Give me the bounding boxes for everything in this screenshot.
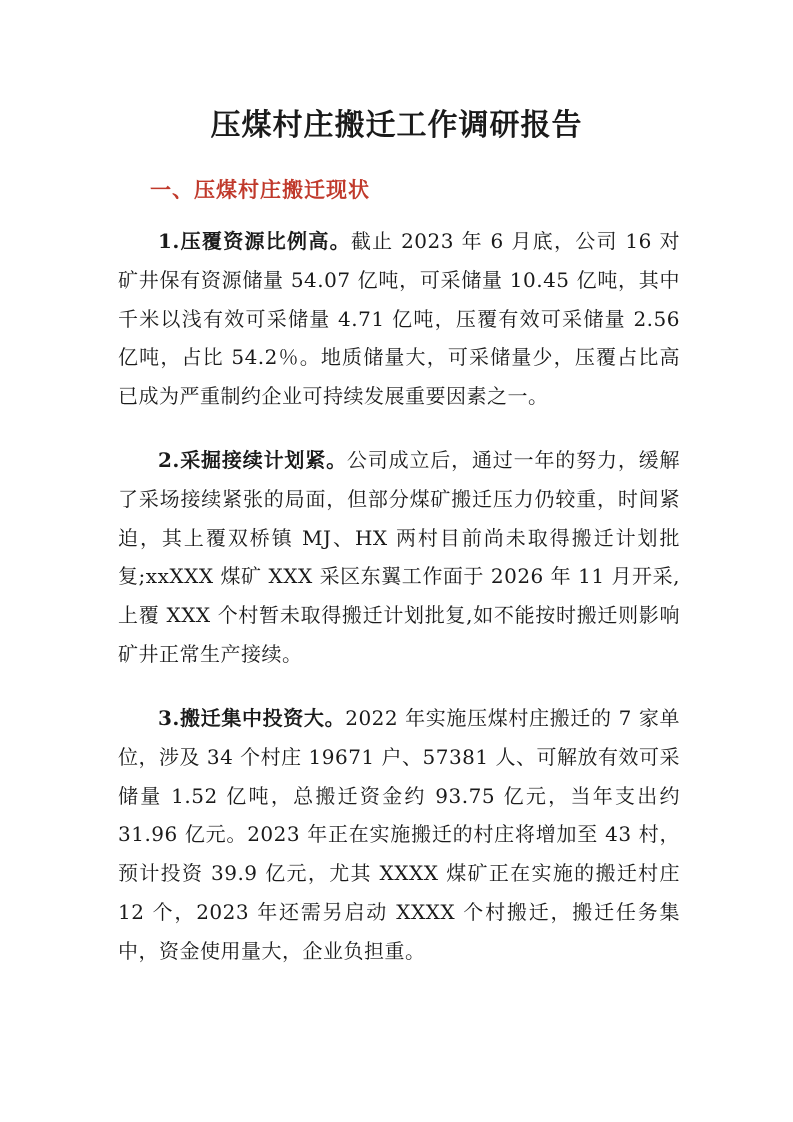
document-title: 压煤村庄搬迁工作调研报告 xyxy=(210,108,583,143)
paragraph-1-lead: 1.压覆资源比例高。 xyxy=(158,229,351,253)
paragraph-1 xyxy=(118,222,680,416)
paragraph-3-text: 2022 年实施压煤村庄搬迁的 7 家单位，涉及 34 个村庄 19671 户、57381 人、可解放有效可采储量 1.52 亿吨，总搬迁资金约 93.75 亿元，当年支出约 31.96 亿元。2023 年正在实施搬迁的村庄将增加至 43 村，预计投资 39.9 亿元，尤其 XXXX 煤矿正在实施的搬迁村庄 12 个，2023 年还需另启动 XXXX 个村搬迁，搬迁任务集中，资金使用量大，企业负担重。 xyxy=(118,706,680,963)
paragraph-3-lead: 3.搬迁集中投资大。 xyxy=(158,706,346,730)
paragraph-2 xyxy=(118,441,680,674)
section-heading: 一、压煤村庄搬迁现状 xyxy=(150,177,370,202)
paragraph-3 xyxy=(118,699,680,971)
paragraph-2-text: 公司成立后，通过一年的努力，缓解了采场接续紧张的局面，但部分煤矿搬迁压力仍较重，时间紧迫，其上覆双桥镇 MJ、HX 两村目前尚未取得搬迁计划批复;xxXXX 煤矿 XXX 采区东翼工作面于 2026 年 11 月开采,上覆 XXX 个村暂未取得搬迁计划批复,如不能按时搬迁则影响矿井正常生产接续。 xyxy=(118,448,680,666)
paragraph-2-lead: 2.采掘接续计划紧。 xyxy=(158,448,347,472)
paragraph-1-text: 截止 2023 年 6 月底，公司 16 对矿井保有资源储量 54.07 亿吨，可采储量 10.45 亿吨，其中千米以浅有效可采储量 4.71 亿吨，压覆有效可采储量 2.56 亿吨，占比 54.2％。地质储量大，可采储量少，压覆占比高已成为严重制约企业可持续发展重要因素之一。 xyxy=(118,229,680,409)
